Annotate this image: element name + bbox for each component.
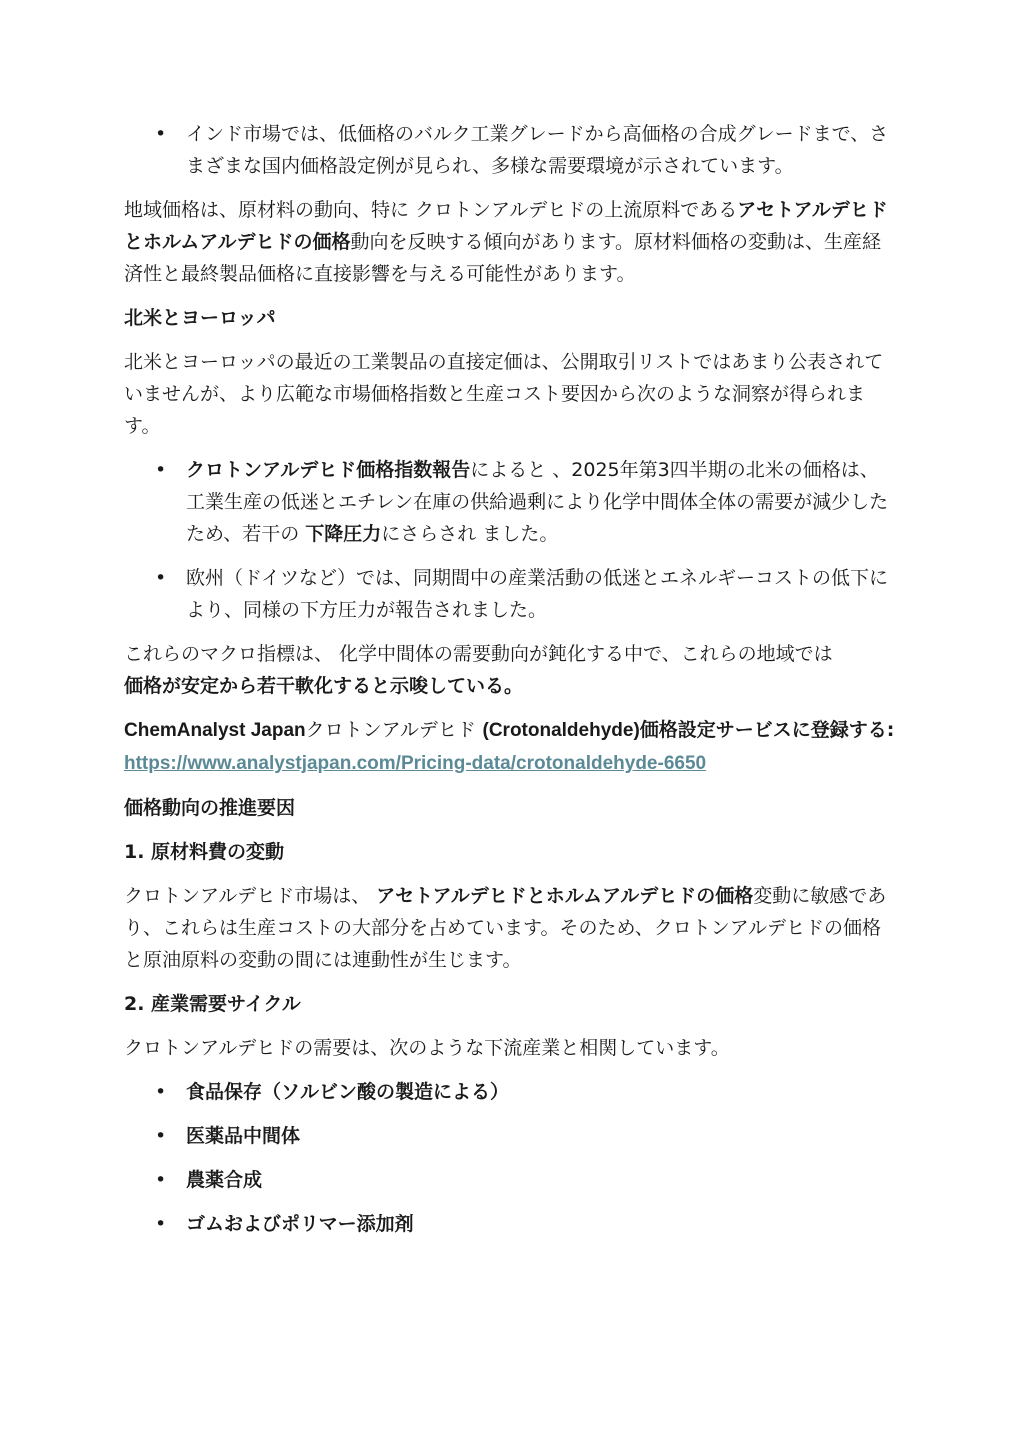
macro-paragraph xyxy=(124,638,896,702)
cta-tail: 価格設定サービスに登録する: xyxy=(639,719,895,741)
bullet-icon: • xyxy=(155,1169,167,1191)
cta-product-en: (Crotonaldehyde) xyxy=(482,720,640,741)
raw-text-c: 変動に敏感であり、これらは生産コストの大部分を占めています。そのため、クロトンアルデヒドの価格と原油原料の変動の間には連動性が生じます。 xyxy=(124,885,887,971)
bullet-icon: • xyxy=(155,1081,167,1103)
regional-text-c: 動向を反映する傾向があります。原材料価格の変動は、生産経済性と最終製品価格に直接影響を与える可能性があります。 xyxy=(124,231,881,285)
section-heading-na-eu: 北米とヨーロッパ xyxy=(124,307,276,329)
subheading-demand-cycle: 2. 産業需要サイクル xyxy=(124,993,301,1015)
list-item xyxy=(124,1164,896,1196)
raw-text-a: クロトンアルデヒド市場は、 xyxy=(124,885,377,907)
list-item-text: インド市場では、低価格のバルク工業グレードから高価格の合成グレードまで、さまざまな国内価格設定例が見られ、多様な需要環境が示されています。 xyxy=(186,123,889,177)
raw-text-bold: アセトアルデヒドとホルムアルデヒドの価格 xyxy=(376,885,754,907)
list-item-text: 農薬合成 xyxy=(186,1169,263,1191)
na-eu-intro: 北米とヨーロッパの最近の工業製品の直接定価は、公開取引リストではあまり公表されていませんが、より広範な市場価格指数と生産コスト要因から次のような洞察が得られます。 xyxy=(124,351,884,437)
list-item-text: 食品保存（ソルビン酸の製造による） xyxy=(186,1081,510,1103)
regional-paragraph xyxy=(124,194,896,290)
bullet-icon: • xyxy=(155,459,167,481)
pricing-link[interactable]: https://www.analystjapan.com/Pricing-data/crotonaldehyde-6650 xyxy=(124,753,707,774)
macro-text-bold: 価格が安定から若干軟化すると示唆している。 xyxy=(124,675,524,697)
list-item xyxy=(124,562,896,626)
section-heading-drivers: 価格動向の推進要因 xyxy=(124,797,296,819)
list-item-text: 欧州（ドイツなど）では、同期間中の産業活動の低迷とエネルギーコストの低下により、同様の下方圧力が報告されました。 xyxy=(186,567,889,621)
bullet-icon: • xyxy=(155,567,167,589)
list-item xyxy=(124,1208,896,1240)
cta-paragraph xyxy=(124,714,896,780)
document-body xyxy=(124,118,896,1252)
bullet-icon: • xyxy=(155,123,167,145)
list-item xyxy=(124,1076,896,1108)
list-item-bold: 下降圧力 xyxy=(305,523,382,545)
list-item xyxy=(124,1120,896,1152)
list-item-text: 医薬品中間体 xyxy=(186,1125,301,1147)
list-item-bold: クロトンアルデヒド価格指数報告 xyxy=(186,459,471,481)
list-item xyxy=(124,454,896,550)
list-item-text: によると 、2025年第3四半期の北米の価格は、工業生産の低迷とエチレン在庫の供給過剰により化学中間体全体の需要が減少したため、若干の xyxy=(186,459,889,545)
list-item xyxy=(124,118,896,182)
cta-brand: ChemAnalyst Japan xyxy=(124,720,306,741)
macro-text: これらのマクロ指標は、 化学中間体の需要動向が鈍化する中で、これらの地域では xyxy=(124,643,833,665)
list-item-text: にさらされ ました。 xyxy=(381,523,559,545)
regional-text-a: 地域価格は、原材料の動向、特に クロトンアルデヒドの上流原料である xyxy=(124,199,738,221)
raw-materials-paragraph xyxy=(124,880,896,976)
regional-text-bold: アセトアルデヒドとホルムアルデヒドの価格 xyxy=(124,199,888,253)
list-item-text: ゴムおよびポリマー添加剤 xyxy=(186,1213,414,1235)
bullet-icon: • xyxy=(155,1213,167,1235)
demand-paragraph: クロトンアルデヒドの需要は、次のような下流産業と相関しています。 xyxy=(124,1037,730,1059)
cta-product: クロトンアルデヒド xyxy=(305,719,476,741)
subheading-raw-materials: 1. 原材料費の変動 xyxy=(124,841,285,863)
bullet-icon: • xyxy=(155,1125,167,1147)
bullet-list-india xyxy=(124,118,896,182)
bullet-list-na-eu xyxy=(124,454,896,626)
bullet-list-industries xyxy=(124,1076,896,1240)
